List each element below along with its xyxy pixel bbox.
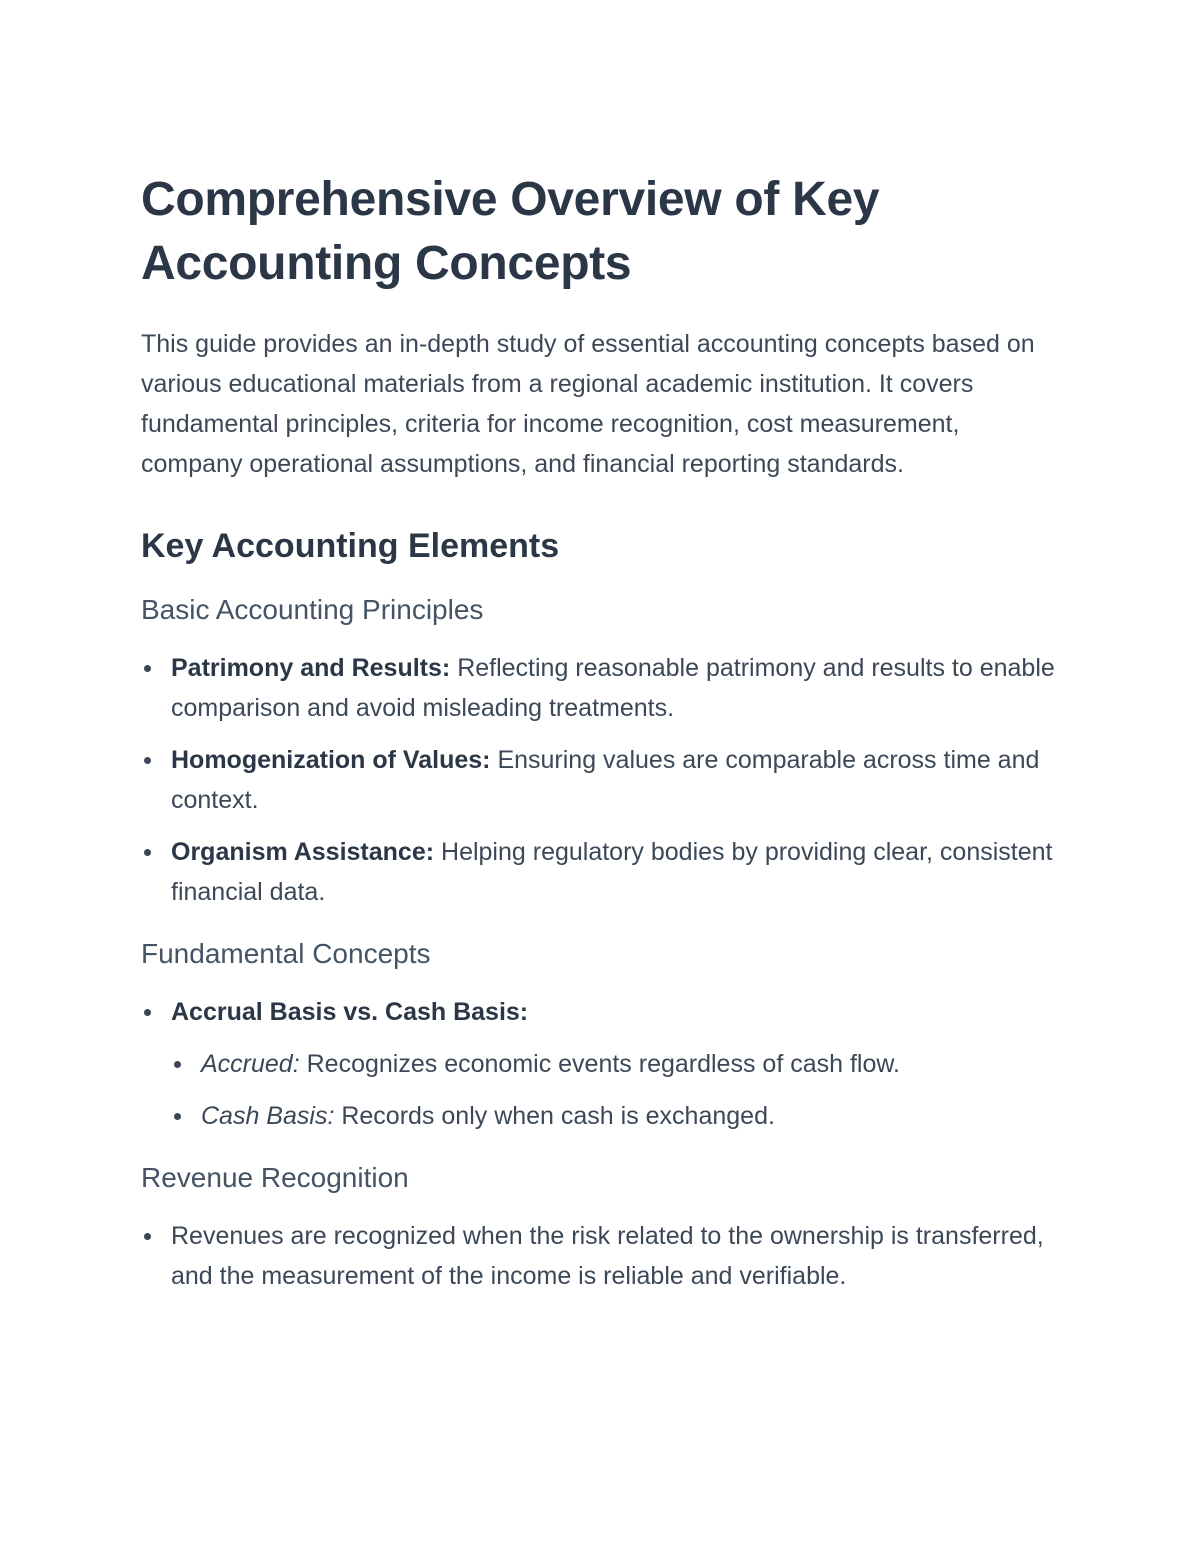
nested-item-term: Accrued:: [201, 1050, 300, 1078]
section-heading: Key Accounting Elements: [141, 527, 560, 565]
list-item-term: Accrual Basis vs. Cash Basis:: [171, 998, 529, 1026]
intro-paragraph: This guide provides an in-depth study of essential accounting concepts based on various educational materials from a regional academic institution. It covers fundamental principles, criteria for income recognition, cost measurement, company operational assumptions, and financial reporting standards.: [141, 330, 1035, 478]
list-item-text: Helping regulatory bodies by providing clear, consistent financial data.: [171, 838, 1053, 906]
fundamental-concepts-list: [141, 992, 1060, 1136]
nested-item-text: Records only when cash is exchanged.: [341, 1102, 775, 1130]
list-item-text: Revenues are recognized when the risk related to the ownership is transferred, and the measurement of the income is reliable and verifiable.: [171, 1222, 1044, 1290]
list-item: [141, 1216, 1060, 1296]
list-item: [141, 832, 1060, 912]
list-item-text: Ensuring values are comparable across time and context.: [171, 746, 1040, 814]
list-item-term: Organism Assistance:: [171, 838, 435, 866]
revenue-recognition-list: [141, 1216, 1060, 1296]
subheading-basic-principles: Basic Accounting Principles: [141, 594, 484, 625]
list-item-text: Reflecting reasonable patrimony and results to enable comparison and avoid misleading treatments.: [171, 654, 1055, 722]
list-item: [141, 992, 1060, 1136]
list-item-term: Patrimony and Results:: [171, 654, 451, 682]
subheading-revenue-recognition: Revenue Recognition: [141, 1162, 409, 1193]
list-item: [141, 648, 1060, 728]
nested-item-term: Cash Basis:: [201, 1102, 335, 1130]
list-item: [141, 740, 1060, 820]
nested-item-text: Recognizes economic events regardless of cash flow.: [306, 1050, 900, 1078]
nested-list-item: [171, 1096, 1060, 1136]
list-item-term: Homogenization of Values:: [171, 746, 491, 774]
nested-list-item: [171, 1044, 1060, 1084]
subheading-fundamental-concepts: Fundamental Concepts: [141, 938, 431, 969]
basic-principles-list: [141, 648, 1060, 912]
page-title: Comprehensive Overview of Key Accounting Concepts: [141, 173, 880, 290]
nested-list: [171, 1044, 1060, 1136]
